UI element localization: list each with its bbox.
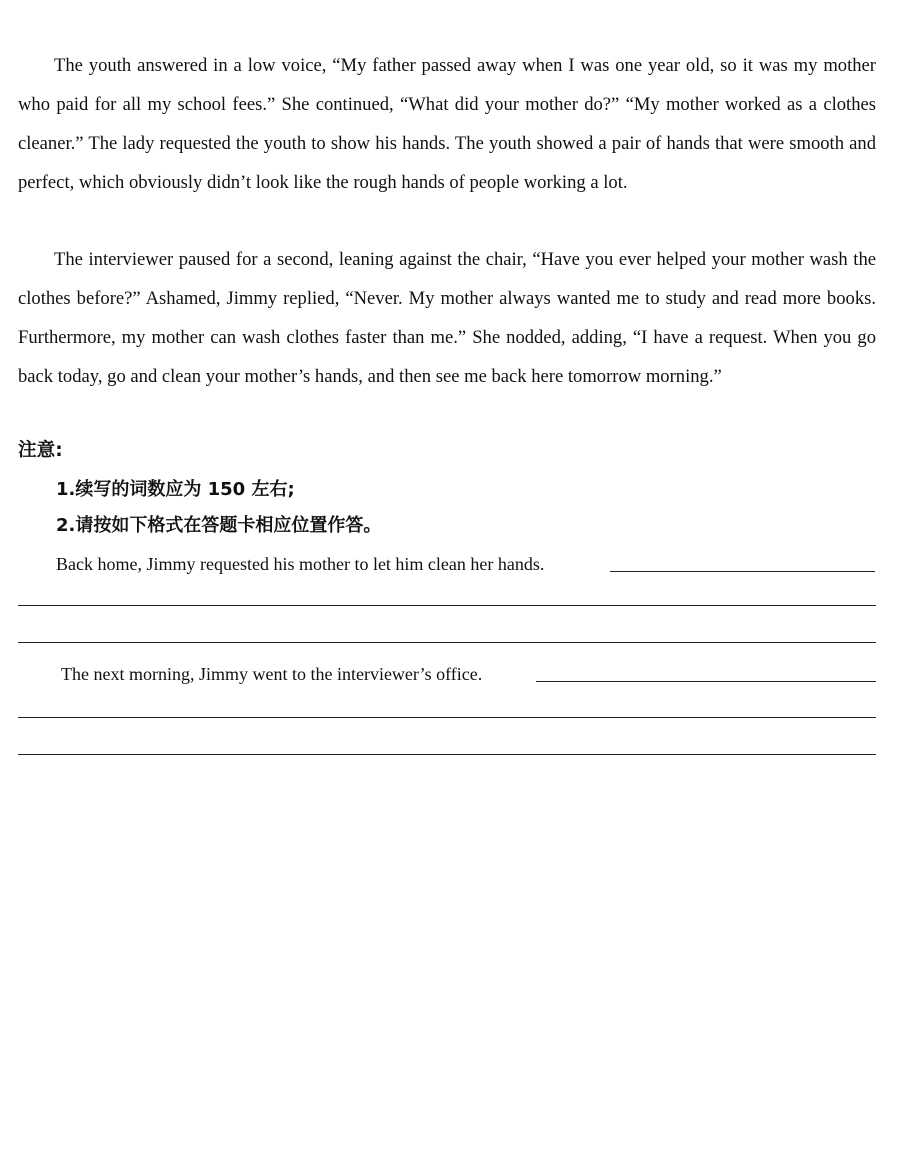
answer-blank-line[interactable]: [18, 642, 876, 643]
note-item-format: 2.请按如下格式在答题卡相应位置作答。: [56, 515, 382, 536]
note-item-word-count: 1.续写的词数应为 150 左右;: [56, 479, 295, 500]
answer-blank-line[interactable]: [536, 681, 876, 682]
answer-prompt-row-2: [0, 659, 900, 689]
notes-title: 注意:: [18, 440, 63, 461]
answer-blank-line[interactable]: [18, 754, 876, 755]
answer-blank-line[interactable]: [18, 605, 876, 606]
answer-prompt-row-1: [0, 549, 900, 579]
answer-prompt-2: The next morning, Jimmy went to the interviewer’s office.: [61, 664, 483, 684]
passage-paragraph-1: The youth answered in a low voice, “My father passed away when I was one year old, so it was my mother who paid for all my school fees.” She continued, “What did your mother do?” “My mother worked as a clothes cleaner.” The lady requested the youth to show his hands. The youth showed a pair of hands that were smooth and perfect, which obviously didn’t look like the rough hands of people working a lot.: [18, 55, 876, 193]
answer-blank-line[interactable]: [18, 717, 876, 718]
passage-paragraph-2: The interviewer paused for a second, leaning against the chair, “Have you ever helped your mother wash the clothes before?” Ashamed, Jimmy replied, “Never. My mother always wanted me to study and read more books. Furthermore, my mother can wash clothes faster than me.” She nodded, adding, “I have a request. When you go back today, go and clean your mother’s hands, and then see me back here tomorrow morning.”: [18, 249, 876, 387]
answer-prompt-1: Back home, Jimmy requested his mother to let him clean her hands.: [56, 554, 545, 574]
answer-blank-line[interactable]: [610, 571, 875, 572]
